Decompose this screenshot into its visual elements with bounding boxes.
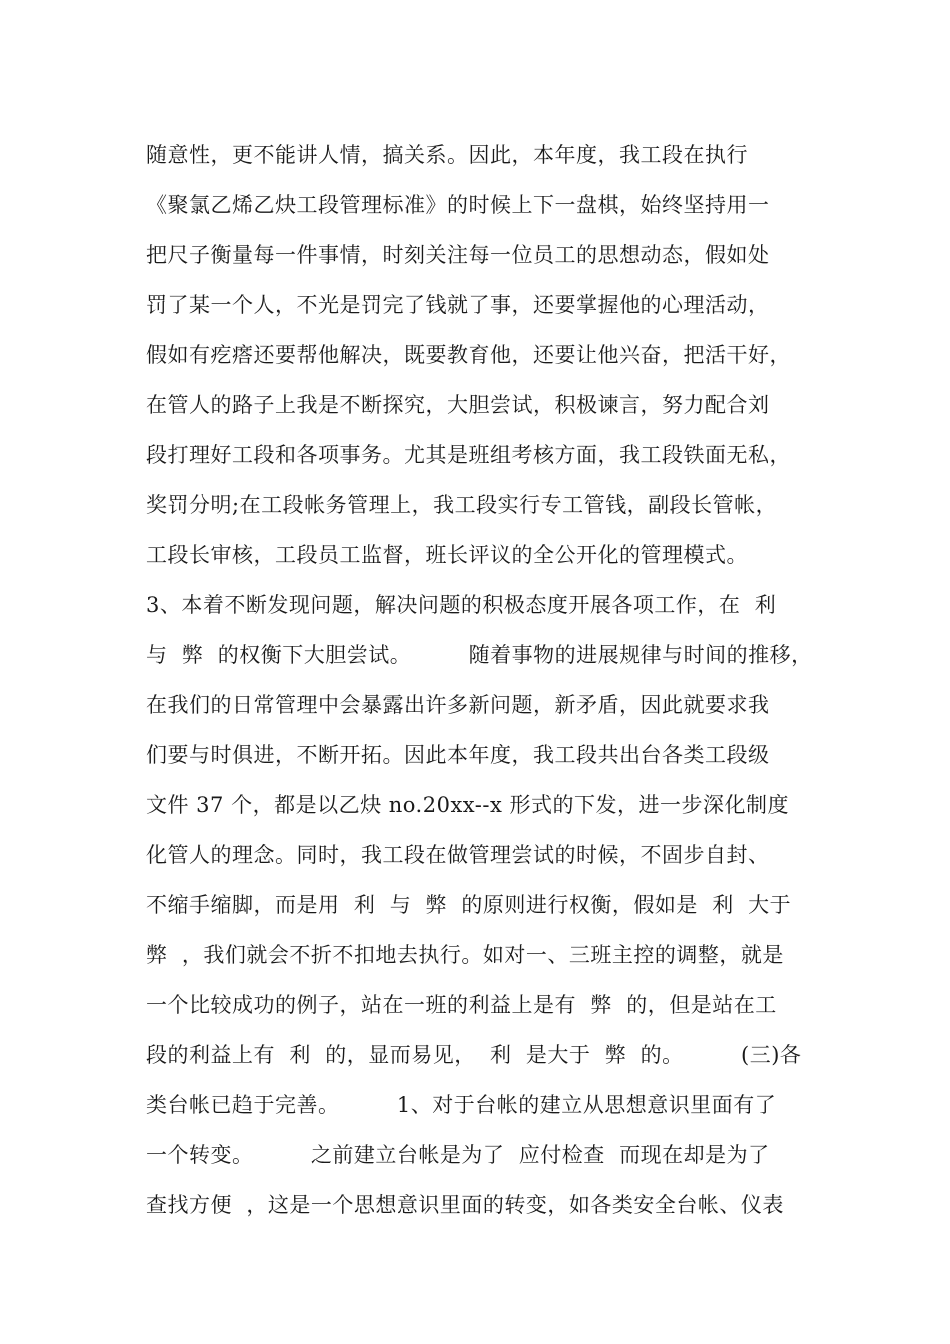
text-line: 把尺子衡量每一件事情，时刻关注每一位员工的思想动态，假如处 [146, 243, 770, 267]
text-line: 与 弊 的权衡下大胆尝试。 随着事物的进展规律与时间的推移， [146, 643, 813, 667]
text-line: 在管人的路子上我是不断探究，大胆尝试，积极谏言，努力配合刘 [146, 393, 770, 417]
text-line: 奖罚分明;在工段帐务管理上，我工段实行专工管钱，副段长管帐， [146, 493, 778, 517]
text-line: 弊 ，我们就会不折不扣地去执行。如对一、三班主控的调整，就是 [146, 943, 784, 967]
text-line: 工段长审核，工段员工监督，班长评议的全公开化的管理模式。 [146, 543, 748, 567]
text-line: 《聚氯乙烯乙炔工段管理标准》的时候上下一盘棋，始终坚持用一 [146, 193, 770, 217]
text-line: 类台帐已趋于完善。 1、对于台帐的建立从思想意识里面有了 [146, 1093, 777, 1117]
text-line: 罚了某一个人，不光是罚完了钱就了事，还要掌握他的心理活动， [146, 293, 770, 317]
text-line: 们要与时俱进，不断开拓。因此本年度，我工段共出台各类工段级 [146, 743, 770, 767]
body-text [146, 130, 826, 1230]
text-line: 在我们的日常管理中会暴露出许多新问题，新矛盾，因此就要求我 [146, 693, 770, 717]
text-line: 一个比较成功的例子，站在一班的利益上是有 弊 的，但是站在工 [146, 993, 777, 1017]
text-line: 一个转变。 之前建立台帐是为了 应付检查 而现在却是为了 [146, 1143, 770, 1167]
text-line: 随意性，更不能讲人情，搞关系。因此，本年度，我工段在执行 [146, 143, 748, 167]
text-line: 假如有疙瘩还要帮他解决，既要教育他，还要让他兴奋，把活干好， [146, 343, 791, 367]
text-line: 不缩手缩脚，而是用 利 与 弊 的原则进行权衡，假如是 利 大于 [146, 893, 792, 917]
text-line: 化管人的理念。同时，我工段在做管理尝试的时候，不固步自封、 [146, 843, 770, 867]
text-line: 3、本着不断发现问题，解决问题的积极态度开展各项工作，在 利 [146, 593, 777, 617]
text-line: 段的利益上有 利 的，显而易见， 利 是大于 弊 的。 (三)各 [146, 1043, 802, 1067]
text-line: 查找方便 ，这是一个思想意识里面的转变，如各类安全台帐、仪表 [146, 1193, 784, 1217]
text-line: 文件 37 个，都是以乙炔 no.20xx--x 形式的下发，进一步深化制度 [146, 793, 789, 817]
text-line: 段打理好工段和各项事务。尤其是班组考核方面，我工段铁面无私， [146, 443, 791, 467]
